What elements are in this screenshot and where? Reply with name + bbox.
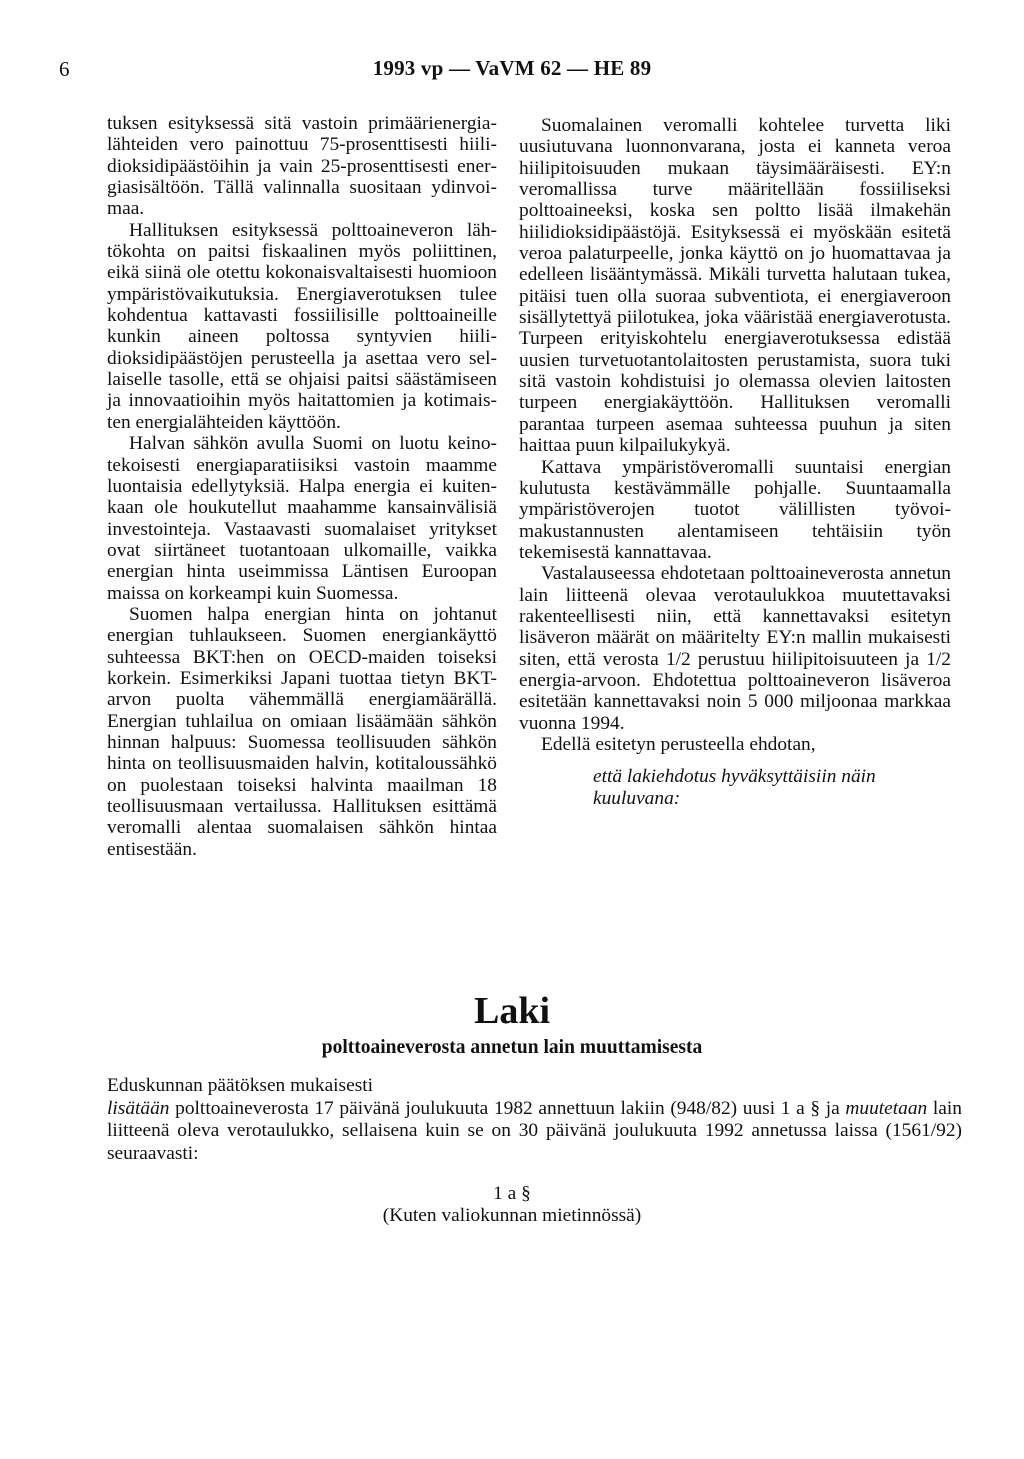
section-note: (Kuten valiokunnan mietinnössä)	[382, 1205, 642, 1226]
law-title: Laki	[473, 990, 551, 1032]
running-header: 1993 vp — VaVM 62 — HE 89	[372, 56, 652, 80]
right-column	[519, 115, 951, 809]
left-paragraph-2: Hallituksen esityksessä polttoaineveron lähtökohta on paitsi fiskaalinen myös poliittinen, eikä siinä ole otettu kokonaisvaltaisesti huomioon ympäristövaikutuksia. Energiaverotuksen tulee kohdentua kattavasti fossiilisille polttoaineille kunkin aineen poltossa syntyvien hiilidioksidipäästöjen perusteella ja asettaa vero sellaiselle tasolle, että se ohjaisi paitsi säästämiseen ja innovaatioihin myös haitattomien ja kotimaisten energialähteiden käyttöön.	[107, 219, 497, 433]
section-number: 1 a §	[493, 1183, 531, 1204]
text-add: polttoaineverosta 17 päivänä joulukuuta 1982 annettuun lakiin (948/82) uusi 1 a § ja	[169, 1097, 846, 1119]
right-paragraph-4: Edellä esitetyn perusteella ehdotan,	[541, 733, 816, 755]
verb-amend: muutetaan	[845, 1097, 928, 1119]
page-number: 6	[59, 57, 70, 81]
enactment-intro: Eduskunnan päätöksen mukaisesti	[107, 1075, 374, 1096]
right-paragraph-2: Kattava ympäristöveromalli suuntaisi energian kulutusta kestävämmälle pohjalle. Suuntaamalla ympäristöverojen tuotot välillisten työvoimakustannusten alentamiseen tehtäisiin työn tekemisestä kannattavaa.	[519, 456, 951, 563]
verb-add: lisätään	[107, 1097, 170, 1119]
left-column	[107, 113, 497, 860]
left-paragraph-4: Suomen halpa energian hinta on johtanut energian tuhlaukseen. Suomen energiankäyttö suhteessa BKT:hen on OECD-maiden toiseksi korkein. Esimerkiksi Japani tuottaa tietyn BKT-arvon puolta vähemmällä energiamäärällä. Energian tuhlailua on omiaan lisäämään sähkön hinnan halpuus: Suomessa teollisuuden sähkön hinta on teollisuusmaiden halvin, kotitaloussähkö on puolestaan toiseksi halvinta maailman 18 teollisuusmaan vertailussa. Hallituksen esittämä veromalli alentaa suomalaisen sähkön hintaa entisestään.	[107, 603, 497, 860]
enactment-clause	[107, 1075, 962, 1165]
right-paragraph-3: Vastalauseessa ehdotetaan polttoaineverosta annetun lain liitteenä olevaa verotaulukkoa muutettavaksi rakenteellisesti niin, että kannettavaksi esitetyn lisäveron määrät on määritelty EY:n mallin mukaisesti siten, että verosta 1/2 perustuu hiilipitoisuuteen ja 1/2 energia-arvoon. Ehdotettua polttoaineveron lisäveroa esitetään kannettavaksi noin 5 000 miljoonaa markkaa vuonna 1994.	[519, 563, 951, 734]
left-paragraph-1: tuksen esityksessä sitä vastoin primäärienergialähteiden vero painottuu 75-prosenttisesti hiilidioksidipäästöihin ja vain 25-prosenttisesti energiasisältöön. Tällä valinnalla suositaan ydinvoimaa.	[107, 113, 497, 220]
text-amend: lain liitteenä oleva verotaulukko, sellaisena kuin se on 30 päivänä joulukuuta 1992 annetussa laissa (1561/92) seuraavasti:	[107, 1097, 962, 1164]
right-paragraph-1: Suomalainen veromalli kohtelee turvetta liki uusiutuvana luonnonvarana, josta ei kanneta veroa hiilipitoisuuden mukaan täysimääräisesti. EY:n veromallissa turve määritellään fossiiliseksi polttoaineeksi, koska sen poltto lisää ilmakehän hiilidioksidipäästöjä. Esityksessä ei myöskään esitetä veroa palaturpeelle, jonka käyttö on jo huomattavaa ja edelleen lisääntymässä. Mikäli turvetta halutaan tukea, pitäisi tuen olla suoraa subventiota, ei energiaveroon sisällytettyä piilotukea, joka vääristää energiaverotusta. Turpeen erityiskohtelu energiaverotuksessa edistää uusien turvetuotantolaitosten perustamista, suora tuki sitä vastoin kohdistuisi jo olemassa olevien laitosten turpeen energiakäyttöön. Hallituksen veromalli parantaa turpeen asemaa suhteessa puuhun ja siten haittaa puun kilpailukykyä.	[519, 115, 951, 457]
law-subtitle: polttoaineverosta annetun lain muuttamisesta	[321, 1037, 703, 1058]
left-paragraph-3: Halvan sähkön avulla Suomi on luotu keinotekoisesti energiaparatiisiksi vastoin maamme luontaisia edellytyksiä. Halpa energia ei kuitenkaan ole houkutellut maahamme kansainvälisiä investointeja. Vastaavasti suomalaiset yritykset ovat siirtäneet tuotantoaan ulkomaille, vaikka energian hinta useimmissa Läntisen Euroopan maissa on korkeampi kuin Suomessa.	[107, 433, 497, 604]
law-section	[0, 1183, 1024, 1227]
enactment-text	[107, 1098, 962, 1166]
law-heading	[0, 990, 1024, 1060]
proposal-statement: että lakiehdotus hyväksyttäisiin näin kuuluvana:	[593, 766, 876, 809]
